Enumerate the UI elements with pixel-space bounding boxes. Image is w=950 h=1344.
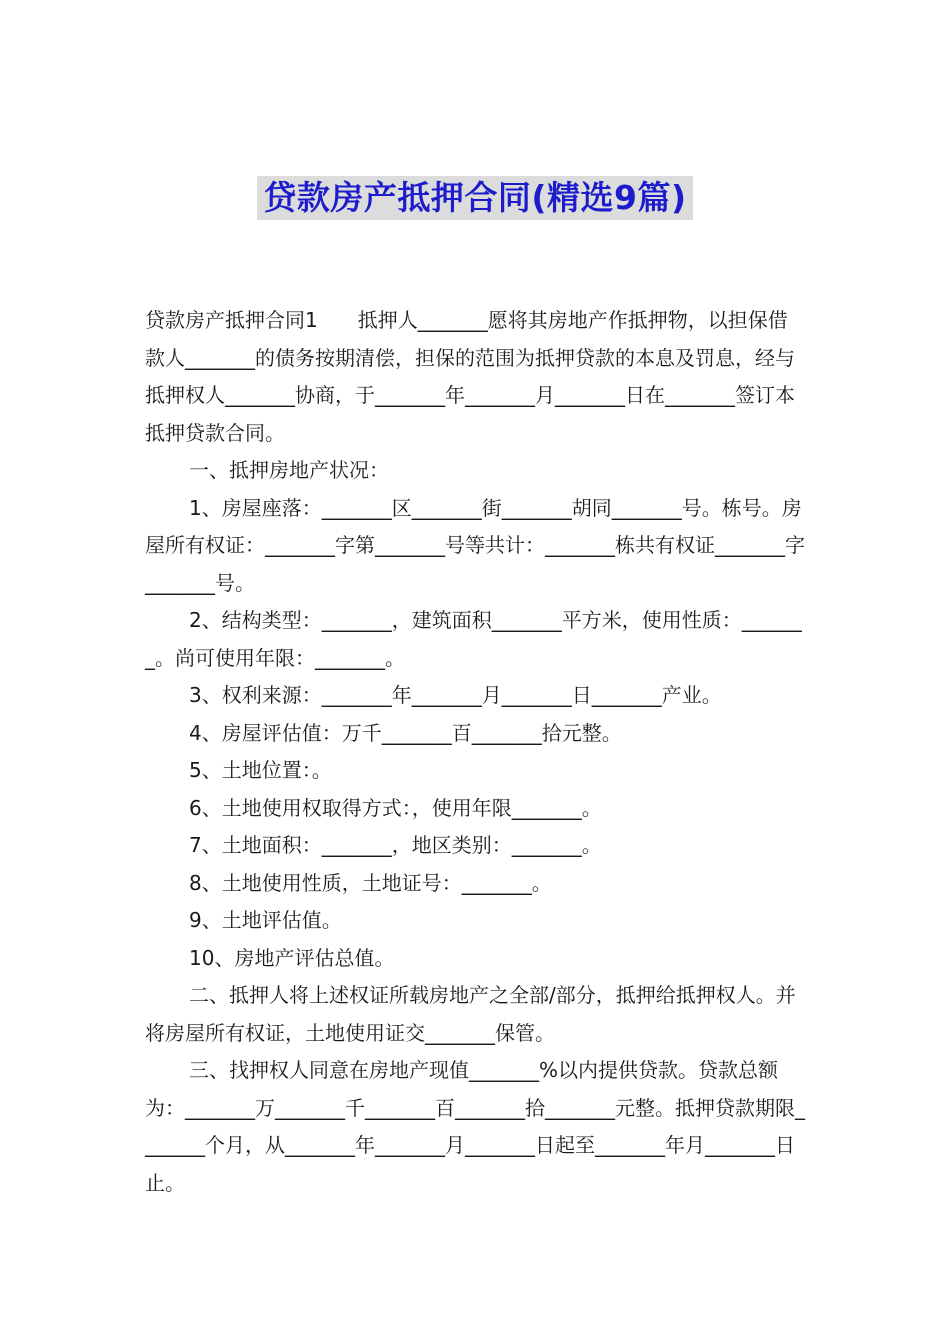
paragraph: 8、土地使用性质，土地证号：_______。 xyxy=(189,870,552,895)
paragraph: 6、土地使用权取得方式：，使用年限_______。 xyxy=(189,795,602,820)
paragraph: 一、抵押房地产状况： xyxy=(189,458,389,482)
paragraph: 5、土地位置：。 xyxy=(189,758,332,782)
paragraph: 2、结构类型：_______，建筑面积_______平方米，使用性质：_______。尚可使用年限：_______。 xyxy=(145,608,802,670)
title-container xyxy=(0,176,950,220)
document-body xyxy=(145,302,807,1202)
paragraph: 1、房屋座落：_______区_______街_______胡同_______号。栋号。房屋所有权证：_______字第_______号等共计：_______栋共有权证_______字_______号。 xyxy=(145,495,805,595)
paragraph: 7、土地面积：_______，地区类别：_______。 xyxy=(189,833,602,857)
paragraph: 3、权利来源：_______年_______月_______日_______产业。 xyxy=(189,683,722,707)
paragraph: 4、房屋评估值：万千_______百_______拾元整。 xyxy=(189,720,622,745)
paragraph: 贷款房产抵押合同1 抵押人_______愿将其房地产作抵押物，以担保借款人_______的债务按期清偿，担保的范围为抵押贷款的本息及罚息，经与抵押权人_______协商，于_______年_______月_______日在_______签订本抵押贷款合同。 xyxy=(145,308,795,445)
paragraph: 二、抵押人将上述权证所载房地产之全部/部分，抵押给抵押权人。并将房屋所有权证，土地使用证交_______保管。 xyxy=(145,983,796,1045)
paragraph: 10、房地产评估总值。 xyxy=(189,945,395,970)
paragraph: 9、土地评估值。 xyxy=(189,908,342,932)
paragraph: 三、找押权人同意在房地产现值_______%以内提供贷款。贷款总额为：_______万_______千_______百_______拾_______元整。抵押贷款期限_______个月，从_______年_______月_______日起至_______年月_______日止。 xyxy=(145,1058,805,1195)
document-title: 贷款房产抵押合同(精选9篇) xyxy=(257,176,692,220)
